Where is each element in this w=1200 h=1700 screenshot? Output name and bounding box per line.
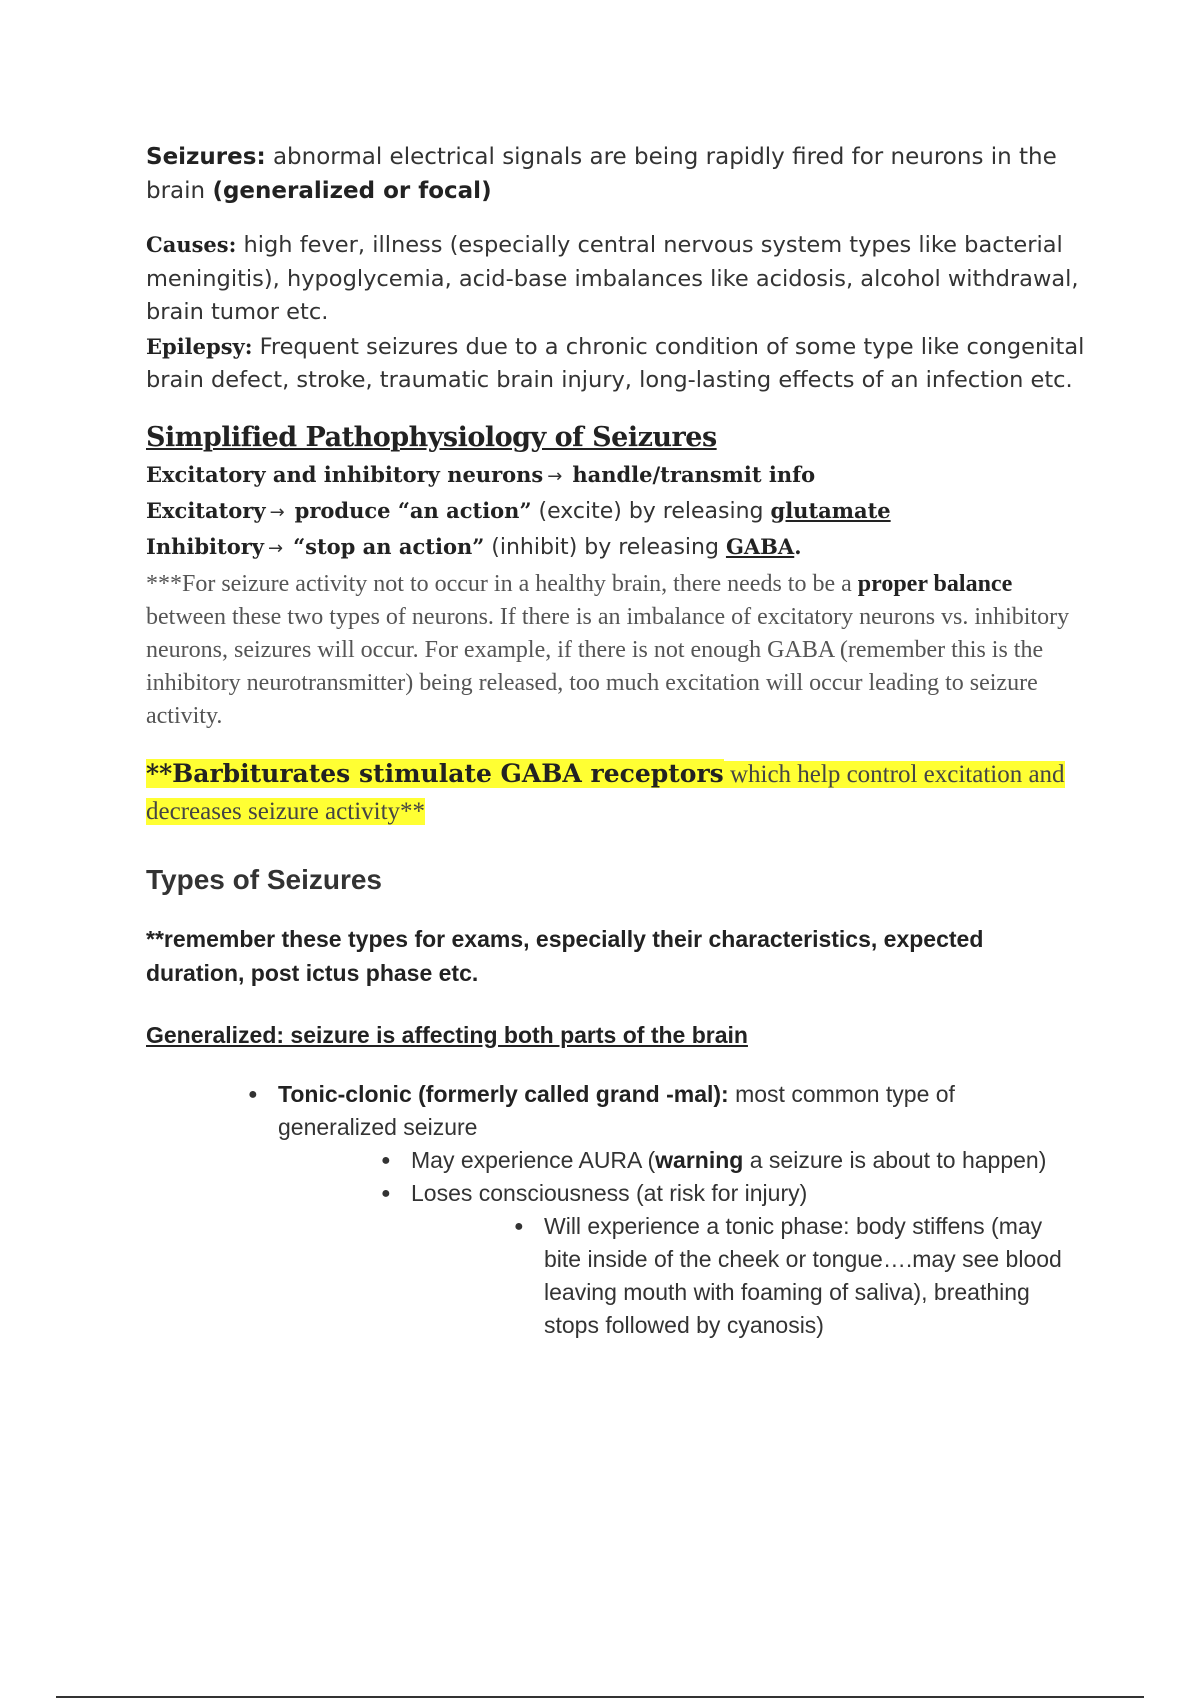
- arrow-icon: →: [547, 465, 563, 487]
- causes-text: high fever, illness (especially central nervous system types like bacterial meningitis), hypoglycemia, acid-base imbalances like acidosis, alcohol withdrawal, brain tumor etc.: [146, 232, 1079, 325]
- barbiturates-note: [146, 755, 1086, 830]
- neurons-text: Excitatory and inhibitory neurons: [146, 461, 544, 487]
- consciousness-text: Loses consciousness (at risk for injury): [411, 1179, 808, 1206]
- neurons-role: handle/transmit info: [572, 461, 816, 487]
- neurons-line: [146, 458, 1086, 494]
- footer-divider: [56, 1696, 1144, 1698]
- seizures-text: abnormal electrical signals are being rapidly fired for neurons in the brain: [146, 144, 1057, 204]
- list-item-aura: [381, 1144, 1091, 1177]
- seizures-label: Seizures:: [146, 144, 266, 170]
- barbiturates-rest: which help control excitation and decreases seizure activity**: [146, 760, 1065, 825]
- tonic-clonic-text: most common type of generalized seizure: [278, 1080, 955, 1140]
- inhibitory-rest: (inhibit) by releasing: [484, 534, 726, 560]
- barbiturates-bold: **Barbiturates stimulate GABA receptors: [146, 758, 724, 788]
- types-heading: Types of Seizures: [146, 863, 383, 895]
- epilepsy-text: Frequent seizures due to a chronic condition of some type like congenital brain defect, stroke, traumatic brain injury, long-lasting effects of an infection etc.: [146, 333, 1085, 393]
- arrow-icon: →: [269, 501, 285, 523]
- glutamate-term: glutamate: [770, 497, 891, 523]
- remember-note: **remember these types for exams, especially their characteristics, expected duration, post ictus phase etc.: [146, 925, 984, 986]
- seizures-emphasis: (generalized or focal): [212, 178, 492, 204]
- balance-post: between these two types of neurons. If there is an imbalance of excitatory neurons vs. inhibitory neurons, seizures will occur. For example, if there is not enough GABA (remember this is the inhibitory neurotransmitter) being released, too much excitation will occur leading to seizure activity.: [146, 603, 1070, 729]
- arrow-icon: →: [267, 537, 284, 559]
- list-item-consciousness: [381, 1177, 1091, 1210]
- bullet-icon: ●: [514, 1217, 524, 1235]
- bullet-icon: ●: [381, 1151, 391, 1169]
- excitatory-label: Excitatory: [146, 497, 266, 523]
- generalized-heading: Generalized: seizure is affecting both parts of the brain: [146, 1021, 748, 1048]
- aura-warning: warning: [655, 1146, 744, 1173]
- inhibitory-line: [146, 530, 1086, 566]
- excitatory-action: produce “an action”: [294, 497, 532, 523]
- excitatory-rest: (excite) by releasing: [531, 498, 771, 524]
- tonic-phase-text: Will experience a tonic phase: body stiffens (may bite inside of the cheek or tongue….may see blood leaving mouth with foaming of saliva), breathing stops followed by cyanosis): [544, 1212, 1062, 1338]
- document-page: [146, 140, 1086, 1342]
- list-item-tonic-clonic: [248, 1078, 998, 1144]
- tonic-clonic-label: Tonic-clonic (formerly called grand -mal):: [278, 1080, 729, 1107]
- inhibitory-label: Inhibitory: [146, 533, 264, 559]
- seizure-bullet-list: [146, 1078, 1086, 1342]
- balance-pre: ***For seizure activity not to occur in a healthy brain, there needs to be a: [146, 570, 858, 597]
- aura-post: a seizure is about to happen): [743, 1146, 1047, 1173]
- pathophysiology-heading: Simplified Pathophysiology of Seizures: [146, 421, 717, 453]
- epilepsy-label: Epilepsy:: [146, 333, 253, 359]
- list-item-tonic-phase: [514, 1210, 1084, 1342]
- balance-bold: proper balance: [857, 570, 1013, 597]
- aura-pre: May experience AURA (: [411, 1146, 656, 1173]
- causes-paragraph: [146, 228, 1086, 330]
- balance-paragraph: [146, 568, 1086, 733]
- gaba-term: GABA: [725, 533, 795, 559]
- causes-label: Causes:: [146, 232, 237, 257]
- bullet-icon: ●: [381, 1184, 391, 1202]
- inhibitory-action: “stop an action”: [293, 533, 485, 559]
- epilepsy-paragraph: [146, 330, 1086, 398]
- seizures-definition: [146, 140, 1086, 208]
- excitatory-line: [146, 494, 1086, 530]
- inhibitory-end: .: [794, 533, 802, 559]
- bullet-icon: ●: [248, 1085, 258, 1103]
